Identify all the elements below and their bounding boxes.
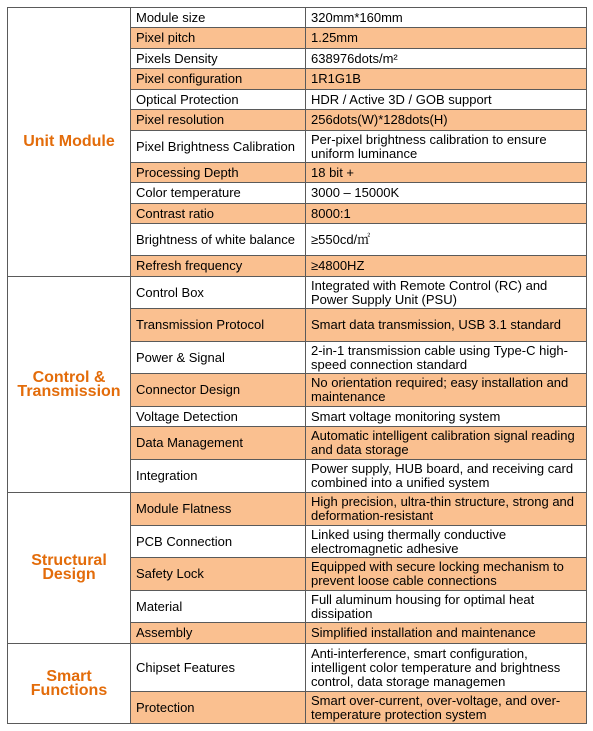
spec-label: Pixel configuration bbox=[131, 69, 306, 90]
spec-label: Protection bbox=[131, 692, 306, 724]
spec-label: Optical Protection bbox=[131, 90, 306, 110]
spec-label: Connector Design bbox=[131, 374, 306, 407]
table-row bbox=[8, 8, 587, 28]
section-smart-functions: Smart Functions bbox=[8, 644, 131, 724]
spec-value: ≥550cd/㎡ bbox=[306, 224, 587, 256]
spec-value: HDR / Active 3D / GOB support bbox=[306, 90, 587, 110]
spec-label: Chipset Features bbox=[131, 644, 306, 692]
spec-label: Safety Lock bbox=[131, 558, 306, 591]
spec-value: Full aluminum housing for optimal heat dissipation bbox=[306, 591, 587, 623]
spec-value: No orientation required; easy installation and maintenance bbox=[306, 374, 587, 407]
spec-label: Integration bbox=[131, 460, 306, 493]
spec-label: Pixels Density bbox=[131, 49, 306, 69]
spec-value: 18 bit + bbox=[306, 163, 587, 183]
spec-label: Transmission Protocol bbox=[131, 309, 306, 342]
spec-value: Equipped with secure locking mechanism to prevent loose cable connections bbox=[306, 558, 587, 591]
spec-label: Power & Signal bbox=[131, 342, 306, 374]
spec-label: Pixel Brightness Calibration bbox=[131, 131, 306, 163]
spec-value: 638976dots/m² bbox=[306, 49, 587, 69]
spec-label: Brightness of white balance bbox=[131, 224, 306, 256]
spec-table bbox=[7, 7, 587, 724]
spec-value: 320mm*160mm bbox=[306, 8, 587, 28]
section-unit-module: Unit Module bbox=[8, 8, 131, 277]
spec-label: Data Management bbox=[131, 427, 306, 460]
spec-value: 1R1G1B bbox=[306, 69, 587, 90]
spec-label: Processing Depth bbox=[131, 163, 306, 183]
spec-label: Module size bbox=[131, 8, 306, 28]
spec-value: 1.25mm bbox=[306, 28, 587, 49]
spec-value: Per-pixel brightness calibration to ensure uniform luminance bbox=[306, 131, 587, 163]
spec-value: 8000:1 bbox=[306, 204, 587, 224]
spec-label: Refresh frequency bbox=[131, 256, 306, 277]
spec-value: ≥4800HZ bbox=[306, 256, 587, 277]
spec-value: Simplified installation and maintenance bbox=[306, 623, 587, 644]
spec-value: High precision, ultra-thin structure, strong and deformation-resistant bbox=[306, 493, 587, 526]
spec-value: 3000 – 15000K bbox=[306, 183, 587, 204]
spec-value: 2-in-1 transmission cable using Type-C high-speed connection standard bbox=[306, 342, 587, 374]
spec-label: Assembly bbox=[131, 623, 306, 644]
table-row bbox=[8, 493, 587, 526]
spec-label: Control Box bbox=[131, 277, 306, 309]
spec-label: Voltage Detection bbox=[131, 407, 306, 427]
spec-label: Contrast ratio bbox=[131, 204, 306, 224]
section-control-transmission: Control & Transmission bbox=[8, 277, 131, 493]
spec-label: Pixel resolution bbox=[131, 110, 306, 131]
spec-label: PCB Connection bbox=[131, 526, 306, 558]
spec-value: Power supply, HUB board, and receiving card combined into a unified system bbox=[306, 460, 587, 493]
table-row bbox=[8, 644, 587, 692]
spec-table-body bbox=[8, 8, 587, 724]
spec-value: Automatic intelligent calibration signal reading and data storage bbox=[306, 427, 587, 460]
spec-value: Smart over-current, over-voltage, and over-temperature protection system bbox=[306, 692, 587, 724]
spec-label: Color temperature bbox=[131, 183, 306, 204]
section-structural-design: Structural Design bbox=[8, 493, 131, 644]
table-row bbox=[8, 277, 587, 309]
spec-value: 256dots(W)*128dots(H) bbox=[306, 110, 587, 131]
spec-value: Smart voltage monitoring system bbox=[306, 407, 587, 427]
spec-value: Linked using thermally conductive electromagnetic adhesive bbox=[306, 526, 587, 558]
spec-value: Smart data transmission, USB 3.1 standard bbox=[306, 309, 587, 342]
spec-label: Module Flatness bbox=[131, 493, 306, 526]
spec-label: Material bbox=[131, 591, 306, 623]
spec-label: Pixel pitch bbox=[131, 28, 306, 49]
spec-value: Integrated with Remote Control (RC) and Power Supply Unit (PSU) bbox=[306, 277, 587, 309]
spec-value: Anti-interference, smart configuration, intelligent color temperature and brightness control, data storage managemen bbox=[306, 644, 587, 692]
